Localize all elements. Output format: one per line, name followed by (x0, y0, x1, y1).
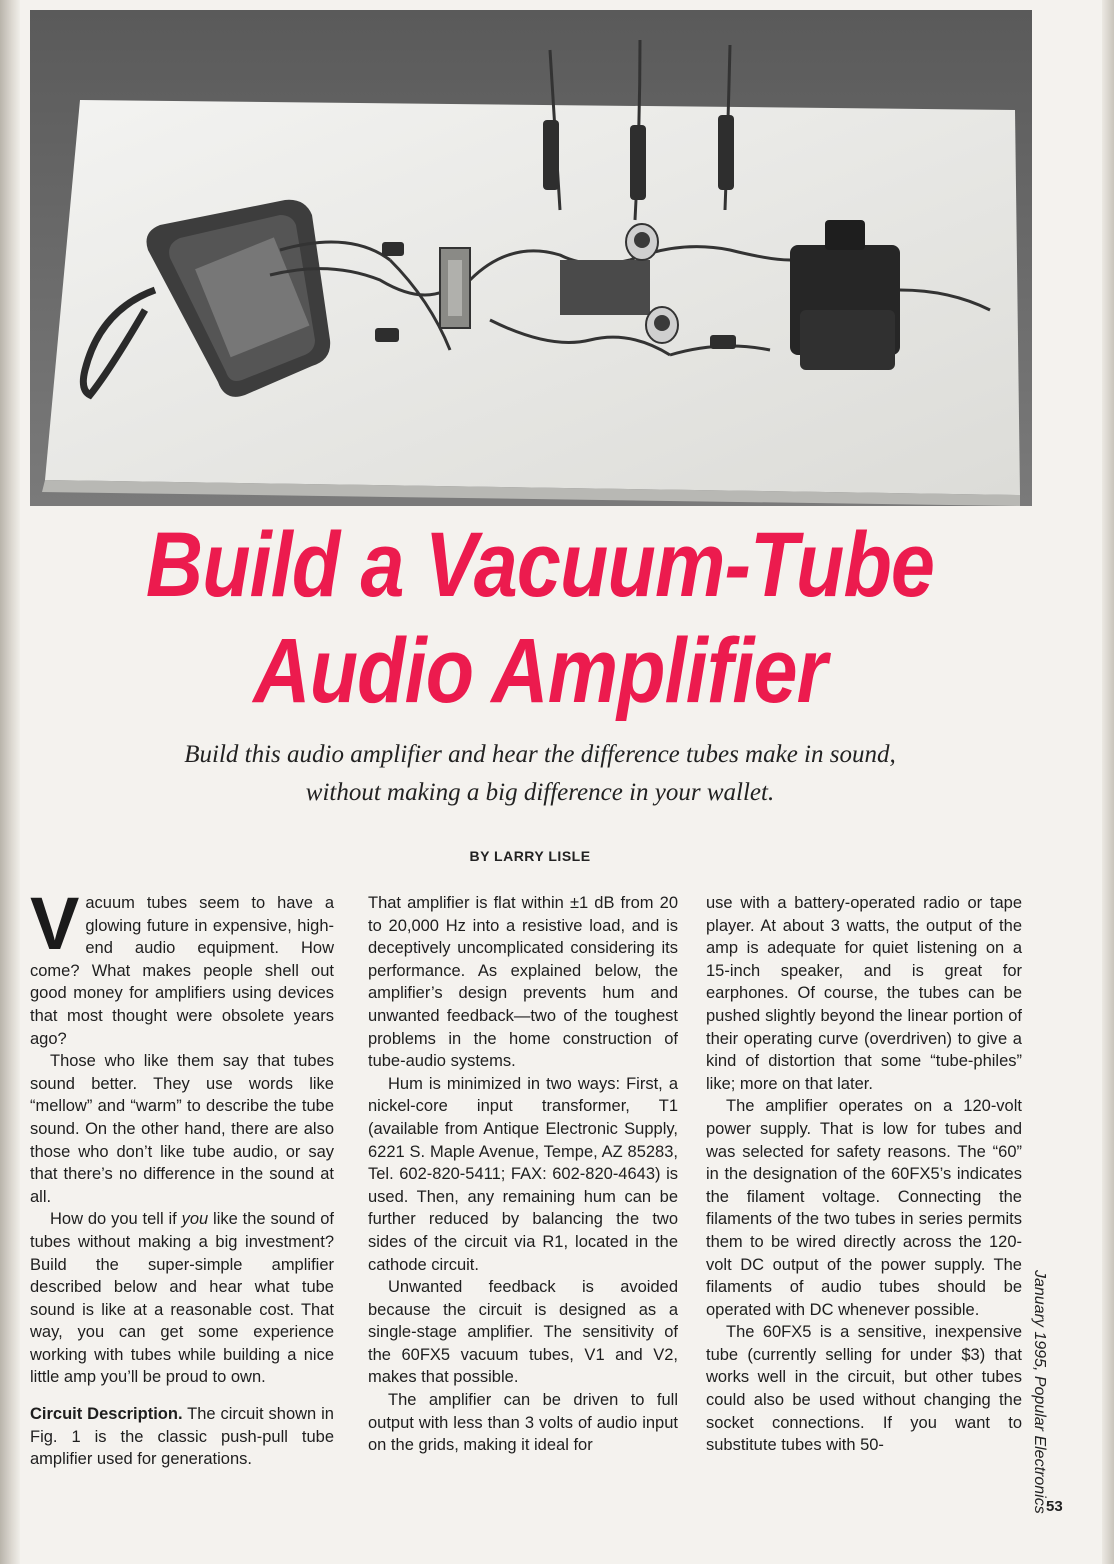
title-line-1: Build a Vacuum-Tube (145, 514, 935, 616)
deck-line-2: without making a big difference in your wallet. (305, 779, 775, 806)
emphasis-text: you (181, 1210, 209, 1229)
title-line-2: Audio Amplifier (253, 620, 827, 722)
column-2 (368, 892, 678, 1457)
paragraph: The 60FX5 is a sensitive, inexpensive tube (currently selling for under $3) that works well in the circuit, but other tubes could also be used without changing the socket connections. If you want to substitute tubes with 50- (706, 1323, 1022, 1455)
byline: BY LARRY LISLE (469, 848, 591, 864)
paragraph-text: How do you tell if (50, 1210, 182, 1229)
page-binding-shadow (0, 0, 20, 1564)
drop-cap: V (30, 882, 80, 965)
paragraph: The amplifier operates on a 120-volt power supply. That is low for tubes and was selected for safety reasons. The “60” in the designation of the 60FX5’s indicates the filament voltage. Connecting the filaments of the two tubes in series permits them to be wired directly across the 120-volt DC output of the power supply. The filaments of audio tubes should be operated with DC whenever possible. (706, 1097, 1022, 1319)
paragraph: Hum is minimized in two ways: First, a nickel-core input transformer, T1 (available from Antique Electronic Supply, 6221 S. Maple Avenue, Tempe, AZ 85283, Tel. 602-820-5411; FAX: 602-820-4643) is used. Then, any remaining hum can be further reduced by balancing the two sides of the circuit via R1, located in the cathode circuit. (368, 1074, 678, 1274)
article-deck (60, 736, 1020, 812)
page-number: 53 (1046, 1498, 1063, 1515)
issue-sideline-text: January 1995, Popular Electronics (1031, 1270, 1048, 1514)
paragraph: The amplifier can be driven to full output with less than 3 volts of audio input on the grids, making it ideal for (368, 1391, 678, 1455)
page-edge-shadow (1102, 0, 1114, 1564)
paragraph (30, 882, 334, 1050)
paragraph (30, 1403, 334, 1471)
paragraph-text: acuum tubes seem to have a glowing future in expensive, high-end audio equipment. How come? What makes people shell out good money for amplifiers using devices that most thought were obsolete years ago? (30, 894, 334, 1048)
paragraph-text: like the sound of tubes without making a big investment? Build the super-simple amplifier described below and hear what tube sound is like at a reasonable cost. That way, you can get some experience working with tubes while building a nice little amp you’ll be proud to own. (30, 1210, 335, 1387)
paragraph-text: The circuit shown in Fig. 1 is the classic push-pull tube amplifier used for generations. (30, 1405, 334, 1469)
paragraph: use with a battery-operated radio or tape player. At about 3 watts, the output of the amp is adequate for quiet listening on a 15-inch speaker, and is great for earphones. Of course, the tubes can be pushed slightly beyond the linear portion of their operating curve (overdriven) to give a kind of distortion that some “tube-philes” like; more on that later. (706, 894, 1022, 1093)
paragraph: Those who like them say that tubes sound better. They use words like “mellow” and “warm” to describe the tube sound. On the other hand, there are also those who don’t like tube audio, or say that there’s no difference in the sound at all. (30, 1052, 334, 1206)
amplifier-photo (30, 10, 1032, 506)
transformer-icon (440, 248, 470, 328)
paragraph: That amplifier is flat within ±1 dB from 20 to 20,000 Hz into a resistive load, and is deceptively uncomplicated considering its performance. As explained below, the amplifier’s design prevents hum and unwanted feedback—two of the toughest problems in the home construction of tube-audio systems. (368, 894, 678, 1071)
column-1 (30, 882, 335, 1471)
paragraph: Unwanted feedback is avoided because the circuit is designed as a single-stage amplifier. The sensitivity of the 60FX5 vacuum tubes, V1 and V2, makes that possible. (368, 1278, 678, 1387)
article-title (127, 512, 953, 724)
section-heading: Circuit Description. (30, 1405, 183, 1424)
column-3 (706, 892, 1022, 1457)
amplifier-photo-drawing (30, 10, 1032, 506)
deck-line-1: Build this audio amplifier and hear the difference tubes make in sound, (184, 741, 896, 768)
paragraph (30, 1208, 334, 1389)
tube-socket-board (560, 260, 650, 315)
